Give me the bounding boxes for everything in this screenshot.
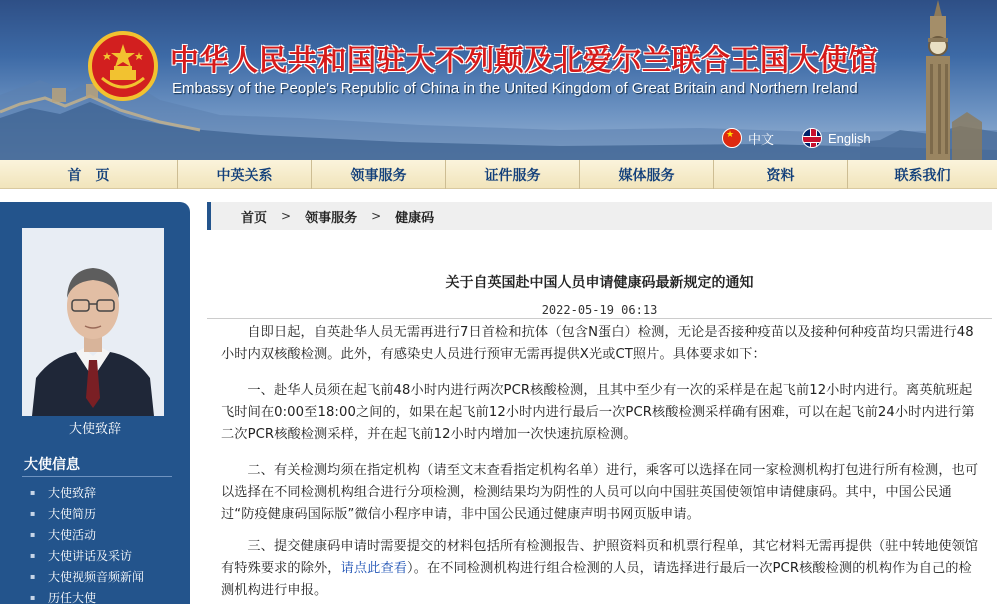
ambassador-info-heading: 大使信息: [24, 457, 80, 473]
bullet-icon: ▪: [30, 551, 36, 560]
embassy-title-en: Embassy of the People's Republic of China in the United Kingdom of Great Britain and Northern Ireland: [172, 80, 858, 97]
nav-resources[interactable]: 资料: [714, 160, 848, 189]
nav-media-services[interactable]: 媒体服务: [580, 160, 714, 189]
photo-caption[interactable]: 大使致辞: [68, 422, 121, 437]
bullet-icon: ▪: [30, 593, 36, 602]
article-paragraph-4: [221, 536, 981, 602]
article-paragraph-2: 一、赴华人员须在起飞前48小时内进行两次PCR核酸检测，且其中至少有一次的采样是在起飞前12小时内进行。离英航班起飞时间在0:00至18:00之间的，如果在起飞前12小时内进行最后一次PCR核酸检测采样确有困难，可以在起飞前24小时内进行第二次PCR核酸检测采样，并在起飞前12小时内增加一次快速抗原检测。: [221, 383, 975, 442]
lang-cn-label: 中文: [748, 131, 775, 147]
sidebar-item-label: 大使讲话及采访: [48, 549, 133, 563]
nav-sino-uk-relations[interactable]: 中英关系: [178, 160, 312, 189]
sidebar-item-label: 大使简历: [48, 507, 97, 521]
left-sidebar: [0, 202, 190, 604]
lang-en-label: English: [828, 130, 871, 146]
article-paragraph-1: 自即日起，自英赴华人员无需再进行7日首检和抗体（包含N蛋白）检测，无论是否接种疫苗以及接种何种疫苗均只需进行48小时内双核酸检测。此外，有感染史人员进行预审无需再提供X光或CT照片。具体要求如下：: [221, 325, 974, 362]
paragraph-4-text-b: ）。在不同检测机构进行组合检测的人员，请选择进行最后一次PCR核酸检测的机构作为自己的检测机构进行申报。: [221, 561, 972, 598]
nav-home[interactable]: 首 页: [0, 160, 178, 189]
lang-switch-en[interactable]: [802, 127, 871, 149]
bullet-icon: ▪: [30, 509, 36, 518]
china-flag-icon: [722, 128, 742, 148]
ambassador-info-list: [30, 482, 144, 604]
sidebar-item-speech[interactable]: [30, 482, 144, 503]
ambassador-portrait-image: [22, 228, 164, 416]
sidebar-item-media[interactable]: [30, 566, 144, 587]
sidebar-item-former-ambassadors[interactable]: [30, 587, 144, 604]
breadcrumb-separator: >: [371, 209, 382, 223]
article-date: 2022-05-19 06:13: [541, 303, 658, 317]
bullet-icon: ▪: [30, 530, 36, 539]
view-details-link[interactable]: 请点此查看: [340, 561, 408, 576]
article-paragraph-3: 二、有关检测均须在指定机构（请至文末查看指定机构名单）进行，乘客可以选择在同一家检测机构打包进行所有检测，也可以选择在不同检测机构组合进行分项检测，检测结果均为阴性的人员可以向中国驻英国使领馆申请健康码。其中，中国公民通过“防疫健康码国际版”微信小程序申请，非中国公民通过健康声明书网页版申请。: [221, 463, 979, 522]
national-emblem-icon: [88, 30, 158, 102]
lang-switch-cn[interactable]: [722, 127, 774, 149]
ambassador-photo[interactable]: [22, 228, 164, 416]
embassy-title-cn: 中华人民共和国驻大不列颠及北爱尔兰联合王国大使馆: [170, 43, 879, 77]
nav-consular-services[interactable]: 领事服务: [312, 160, 446, 189]
breadcrumb: [207, 202, 992, 230]
header-banner: [0, 0, 997, 160]
uk-flag-icon: [802, 128, 822, 148]
nav-contact-us[interactable]: 联系我们: [894, 167, 951, 184]
sidebar-item-resume[interactable]: [30, 503, 144, 524]
big-ben-illustration: [912, 0, 997, 160]
breadcrumb-separator: >: [281, 209, 292, 223]
sidebar-item-activities[interactable]: [30, 524, 144, 545]
sidebar-item-label: 大使活动: [48, 528, 97, 542]
sidebar-item-label: 大使致辞: [48, 486, 97, 500]
article-divider: [207, 318, 992, 319]
bullet-icon: ▪: [30, 572, 36, 581]
main-nav: [0, 160, 997, 189]
paragraph-4-text-a: 三、提交健康码申请时需要提交的材料包括所有检测报告、护照资料页和机票行程单，其它材料无需再提供（驻中转地使领馆有特殊要求的除外，: [221, 539, 979, 576]
nav-document-services[interactable]: 证件服务: [446, 160, 580, 189]
sidebar-divider: [22, 476, 172, 477]
breadcrumb-home[interactable]: 首页: [241, 210, 268, 226]
sidebar-item-label: 历任大使: [48, 591, 97, 604]
article-title: 关于自英国赴中国人员申请健康码最新规定的通知: [445, 275, 754, 291]
sidebar-item-interviews[interactable]: [30, 545, 144, 566]
breadcrumb-health-code[interactable]: 健康码: [395, 210, 435, 226]
bullet-icon: ▪: [30, 488, 36, 497]
sidebar-item-label: 大使视频音频新闻: [48, 570, 145, 584]
breadcrumb-consular[interactable]: 领事服务: [305, 210, 358, 226]
